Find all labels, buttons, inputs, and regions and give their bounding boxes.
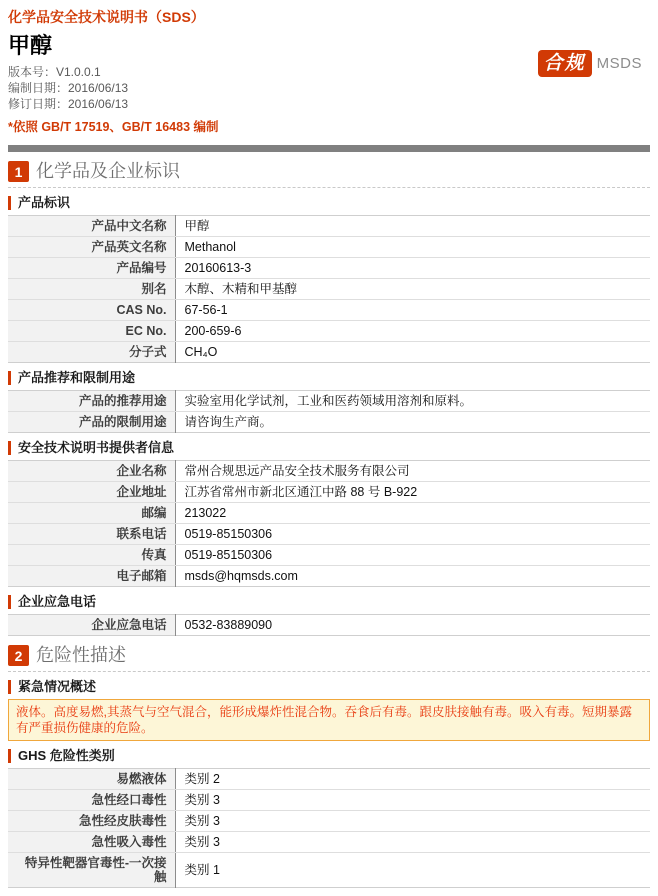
hegui-msds-logo xyxy=(538,50,642,77)
field-value: 木醇、木精和甲基醇 xyxy=(175,279,650,300)
subsection-ghs-classification: GHS 危险性类别 xyxy=(8,749,650,763)
field-value: 67-56-1 xyxy=(175,300,650,321)
table-row xyxy=(8,461,650,482)
field-label: 产品中文名称 xyxy=(8,216,175,237)
doc-type-heading: 化学品安全技术说明书（SDS） xyxy=(8,9,205,25)
field-label: 传真 xyxy=(8,545,175,566)
standard-reference-note: *依照 GB/T 17519、GB/T 16483 编制 xyxy=(8,120,219,134)
table-row xyxy=(8,545,650,566)
field-label: 产品编号 xyxy=(8,258,175,279)
field-value: 类别 3 xyxy=(175,790,650,811)
table-row xyxy=(8,258,650,279)
table-row xyxy=(8,566,650,587)
hazard-warning-box: 液体。高度易燃,其蒸气与空气混合，能形成爆炸性混合物。吞食后有毒。跟皮肤接触有毒。吸入有毒。短期暴露有严重损伤健康的危险。 xyxy=(8,699,650,741)
field-label: 电子邮箱 xyxy=(8,566,175,587)
section-1-title: 化学品及企业标识 xyxy=(36,161,180,181)
table-row xyxy=(8,391,650,412)
table-row xyxy=(8,300,650,321)
field-label: 邮编 xyxy=(8,503,175,524)
field-value: 类别 1 xyxy=(184,863,220,877)
field-label: 企业名称 xyxy=(8,461,175,482)
field-label: 企业应急电话 xyxy=(8,615,175,636)
field-value: 实验室用化学试剂，工业和医药领域用溶剂和原料。 xyxy=(175,391,650,412)
field-value: 请咨询生产商。 xyxy=(184,415,273,429)
field-value: Methanol xyxy=(175,237,650,258)
table-row xyxy=(8,503,650,524)
field-label: 企业地址 xyxy=(8,482,175,503)
subsection-supplier-info: 安全技术说明书提供者信息 xyxy=(8,441,650,455)
table-row xyxy=(8,321,650,342)
field-value: 213022 xyxy=(175,503,650,524)
msds-logo-text: MSDS xyxy=(596,55,642,72)
section-1-number-badge: 1 xyxy=(8,161,29,182)
field-value: 200-659-6 xyxy=(175,321,650,342)
subsection-emergency-overview: 紧急情况概述 xyxy=(8,680,650,694)
table-row xyxy=(8,342,650,363)
field-label: 急性经口毒性 xyxy=(8,790,175,811)
compile-date-line: 编制日期：2016/06/13 xyxy=(8,81,129,95)
field-label: 急性吸入毒性 xyxy=(8,832,175,853)
table-row xyxy=(8,412,650,433)
subsection-product-identification: 产品标识 xyxy=(8,196,650,210)
section-1-header xyxy=(8,161,650,188)
field-value: 0519-85150306 xyxy=(175,545,650,566)
product-identification-table xyxy=(8,215,650,363)
table-row xyxy=(8,790,650,811)
table-row xyxy=(8,524,650,545)
field-value: 类别 3 xyxy=(175,832,650,853)
field-value: msds@hqmsds.com xyxy=(184,569,298,583)
field-value: CH₄O xyxy=(184,345,218,359)
field-label: 产品的推荐用途 xyxy=(8,391,175,412)
ghs-classification-table xyxy=(8,768,650,888)
field-value: 20160613-3 xyxy=(175,258,650,279)
page-title: 甲醇 xyxy=(8,33,53,58)
table-row xyxy=(8,482,650,503)
section-2-header xyxy=(8,645,650,672)
table-row xyxy=(8,832,650,853)
field-label: 易燃液体 xyxy=(8,769,175,790)
field-value: 类别 2 xyxy=(175,769,650,790)
field-label: CAS No. xyxy=(8,300,175,321)
version-line: 版本号：V1.0.0.1 xyxy=(8,65,101,79)
field-label: 产品的限制用途 xyxy=(8,412,175,433)
recommended-uses-table xyxy=(8,390,650,433)
table-row xyxy=(8,615,650,636)
table-row xyxy=(8,853,650,888)
table-row xyxy=(8,216,650,237)
subsection-emergency-phone: 企业应急电话 xyxy=(8,595,650,609)
table-row xyxy=(8,237,650,258)
subsection-recommended-uses: 产品推荐和限制用途 xyxy=(8,371,650,385)
emergency-phone-table xyxy=(8,614,650,636)
revision-date-line: 修订日期：2016/06/13 xyxy=(8,97,129,111)
supplier-info-table xyxy=(8,460,650,587)
field-label: 联系电话 xyxy=(8,524,175,545)
field-label: EC No. xyxy=(8,321,175,342)
field-value: 常州合规思远产品安全技术服务有限公司 xyxy=(175,461,650,482)
field-value: 0519-85150306 xyxy=(175,524,650,545)
field-label: 产品英文名称 xyxy=(8,237,175,258)
section-2-title: 危险性描述 xyxy=(36,645,126,665)
field-value: 甲醇 xyxy=(175,216,650,237)
table-row xyxy=(8,279,650,300)
field-value: 江苏省常州市新北区通江中路 88 号 B-922 xyxy=(175,482,650,503)
field-value: 类别 3 xyxy=(175,811,650,832)
field-label: 特异性靶器官毒性-一次接触 xyxy=(8,853,175,888)
field-label: 别名 xyxy=(8,279,175,300)
field-value: 0532-83889090 xyxy=(184,618,273,632)
header-divider-bar xyxy=(8,145,650,152)
table-row xyxy=(8,769,650,790)
field-label: 分子式 xyxy=(8,342,175,363)
hegui-logo-stamp-icon: 合规 xyxy=(538,50,592,77)
table-row xyxy=(8,811,650,832)
field-label: 急性经皮肤毒性 xyxy=(8,811,175,832)
section-2-number-badge: 2 xyxy=(8,645,29,666)
